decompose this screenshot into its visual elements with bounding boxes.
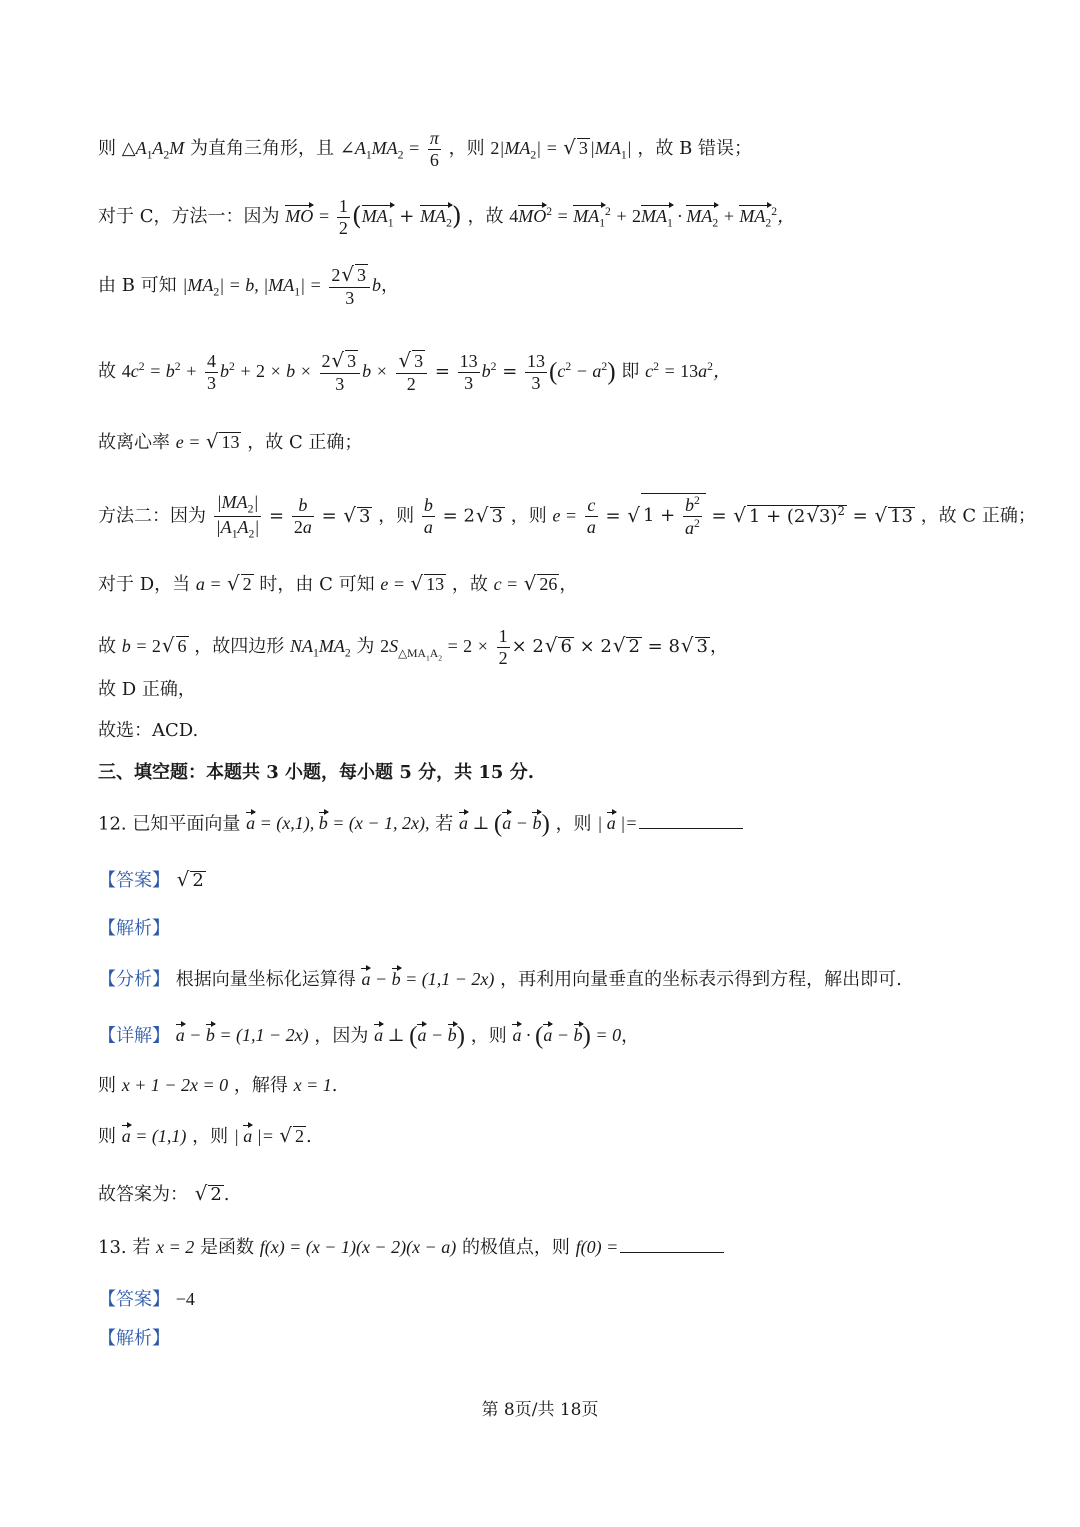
answer-13: 【答案】 −4 bbox=[98, 1289, 195, 1310]
section-heading-3: 三、填空题：本题共 3 小题，每小题 5 分，共 15 分. bbox=[98, 762, 534, 783]
question-13: 13. 若 x = 2 是函数 f(x) = (x − 1)(x − 2)(x − a) 的极值点，则 f(0) = bbox=[98, 1238, 724, 1257]
page-footer: 第 8页/共 18页 bbox=[481, 1400, 599, 1420]
xiangjie-12: 【详解】 a − b = (1,1 − 2x) ，因为 a ⊥ (a − b) ，则 a · (a − b) = 0， bbox=[98, 1023, 640, 1050]
line-5: 故离心率 e = √ 13 ，故 C 正确； bbox=[98, 430, 363, 453]
line-3: 由 B 可知 $|MA_2| = b$, $|MA_1|$ = $\frac{2√ 3}{3}$ b， bbox=[98, 263, 400, 308]
line-10: 故选：ACD. bbox=[98, 720, 199, 741]
step-a-12: 则 a = (1,1) ，则 | a |= √ 2 . bbox=[98, 1124, 312, 1147]
answer-blank bbox=[639, 827, 743, 829]
answer-12: 【答案】 √ 2 bbox=[98, 868, 204, 891]
line-9: 故 D 正确， bbox=[98, 679, 196, 700]
question-12: 12. 已知平面向量 a = (x,1), b = (x − 1, 2x), 若 a ⊥ (a − b) ，则 | a |= bbox=[98, 812, 743, 837]
line-2: 对于 C，方法一：因为 MO = $\frac{1}{2}$ $(MA_1 + MA_2)$ ，故 $4MO^2 = MA_1^2 + 2MA_1 \cdot MA_2 + MA_2^2$， bbox=[98, 196, 796, 238]
line-7: 对于 D，当 a = √ 2 时，由 C 可知 e = √ 13 ，故 c = √ 26 ， bbox=[98, 572, 578, 595]
final-answer-12: 故答案为： √ 2 . bbox=[98, 1182, 230, 1205]
analysis-tag-12: 【解析】 bbox=[98, 918, 170, 939]
line-1: 则 $\triangle A_1A_2M$ 为直角三角形，且 $\angle A_1MA_2$ = $\frac{\pi}{6}$ ，则 $2|MA_2|$ = √ 3 $|MA_1|$ ，故 B 错误； bbox=[98, 128, 753, 170]
line-6: 方法二：因为 $\frac{|MA_2|}{|A_1A_2|}$ = $\frac{b}{2a}$ = √ 3 ，则 $\frac{b}{a}$ = 2√ 3 ，则 e = $\frac{c}{a}$ = √ 1 + $\frac{b^2}{a^2}$ = √ $1 + (2√3)^2$ = √ 13 ，故 C 正确； bbox=[98, 492, 1036, 541]
answer-tag: 【答案】 bbox=[98, 870, 170, 891]
fenxi-12: 【分析】 根据向量坐标化运算得 a − b = (1,1 − 2x) ，再利用向量垂直的坐标表示得到方程，解出即可. bbox=[98, 969, 902, 990]
step-x-12: 则 x + 1 − 2x = 0 ，解得 x = 1. bbox=[98, 1075, 338, 1096]
line-4: 故 $4c^2 = b^2$ + $\frac{4}{3}$ $b^2 + 2 \times b$ × $\frac{2√ 3}{3}$ b × $\frac{√ 3}{2}$ = $\frac{13}{3}$ $b^2$ = $\frac{13}{3}$ $(c^2 - a^2)$ 即 $c^2 = 13a^2$， bbox=[98, 349, 731, 394]
line-8: 故 b = 2√ 6 ，故四边形 $NA_1MA_2$ 为 $2S_{\triangle MA_1A_2} = 2$ × $\frac{1}{2}$ × 2√ 6 × 2√ 2 = 8√ 3 ， bbox=[98, 626, 728, 668]
analysis-tag-13: 【解析】 bbox=[98, 1328, 170, 1349]
answer-blank-13 bbox=[620, 1251, 724, 1253]
